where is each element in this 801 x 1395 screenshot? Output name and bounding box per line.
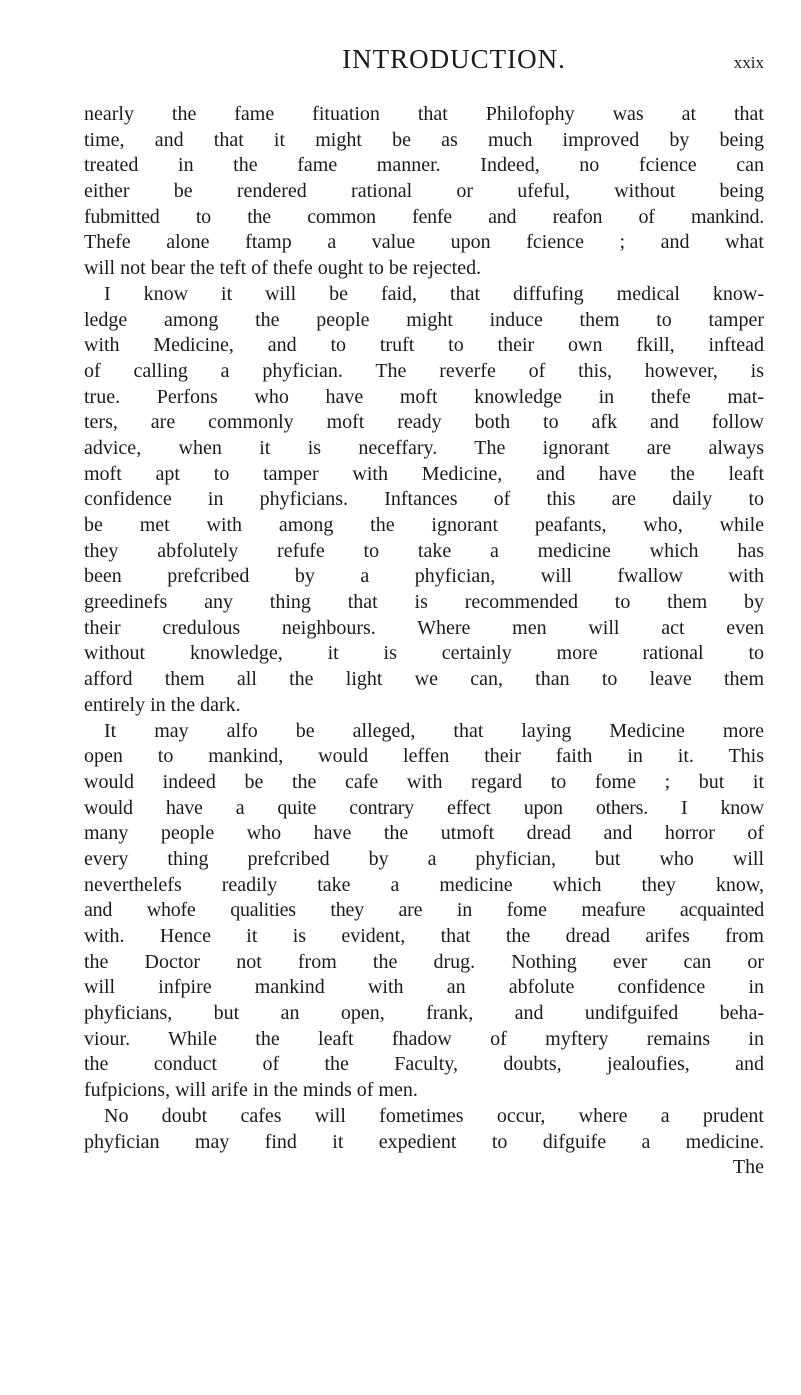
text-line: many people who have the utmoft dread and horror of [84, 822, 764, 845]
page-number: xxix [733, 53, 764, 72]
text-line: nearly the fame fituation that Philofophy was at that [84, 103, 764, 125]
text-line: No doubt cafes will fometimes occur, where a prudent [104, 1104, 764, 1127]
text-line: Thefe alone ftamp a value upon fcience ; and what [84, 231, 764, 254]
text-line: be met with among the ignorant peafants, who, while [84, 514, 764, 536]
text-line: entirely in the dark. [84, 693, 241, 716]
text-line: ledge among the people might induce them to tamper [84, 308, 764, 331]
text-line: fufpicions, will arife in the minds of men. [84, 1079, 418, 1102]
text-line: treated in the fame manner. Indeed, no fcience can [84, 154, 764, 177]
text-line: with Medicine, and to truft to their own fkill, inftead [84, 334, 764, 357]
text-line: I know it will be faid, that diffufing medical know- [104, 282, 764, 305]
text-line: will infpire mankind with an abfolute confidence in [84, 976, 764, 999]
body-text [84, 102, 764, 1181]
text-line: the Doctor not from the drug. Nothing ever can or [84, 950, 764, 973]
book-page [84, 44, 764, 1181]
text-line: viour. While the leaft fhadow of myftery remains in [84, 1027, 764, 1050]
text-line: true. Perfons who have moft knowledge in thefe mat- [84, 385, 764, 408]
text-line: phyficians, but an open, frank, and undifguifed beha- [84, 1002, 764, 1025]
text-line: confidence in phyficians. Inftances of this are daily to [84, 488, 764, 511]
text-line: they abfolutely refufe to take a medicine which has [84, 539, 764, 562]
text-line: without knowledge, it is certainly more rational to [84, 642, 764, 665]
text-line: either be rendered rational or ufeful, without being [84, 180, 764, 203]
running-head [84, 44, 764, 88]
text-line: phyfician may find it expedient to difguife a medicine. [84, 1130, 764, 1153]
text-line: ters, are commonly moft ready both to afk and follow [84, 411, 764, 434]
text-line: and whofe qualities they are in fome meafure acquainted [84, 899, 764, 922]
text-line: would indeed be the cafe with regard to fome ; but it [84, 770, 764, 793]
text-line: advice, when it is neceffary. The ignorant are always [84, 436, 764, 459]
text-line: the conduct of the Faculty, doubts, jealoufies, and [84, 1053, 764, 1076]
text-line: their credulous neighbours. Where men will act even [84, 616, 764, 639]
text-line: moft apt to tamper with Medicine, and have the leaft [84, 462, 764, 485]
text-line: It may alfo be alleged, that laying Medicine more [104, 719, 764, 742]
catchword: The [732, 1156, 764, 1179]
text-line: every thing prefcribed by a phyfician, but who will [84, 847, 764, 870]
running-head-title: INTRODUCTION. [342, 44, 566, 74]
text-line: been prefcribed by a phyfician, will fwallow with [84, 565, 764, 588]
text-line: afford them all the light we can, than to leave them [84, 668, 764, 691]
text-line: with. Hence it is evident, that the dread arifes from [84, 925, 764, 947]
text-line: will not bear the teft of thefe ought to be rejected. [84, 257, 482, 280]
text-line: open to mankind, would leffen their faith in it. This [84, 745, 764, 768]
text-line: would have a quite contrary effect upon others. I know [84, 796, 764, 819]
text-line: time, and that it might be as much improved by being [84, 128, 764, 151]
text-line: neverthelefs readily take a medicine which they know, [84, 873, 764, 896]
text-line: fubmitted to the common fenfe and reafon of mankind. [84, 205, 764, 228]
text-line: greedinefs any thing that is recommended to them by [84, 591, 764, 614]
text-line: of calling a phyfician. The reverfe of this, however, is [84, 359, 764, 382]
